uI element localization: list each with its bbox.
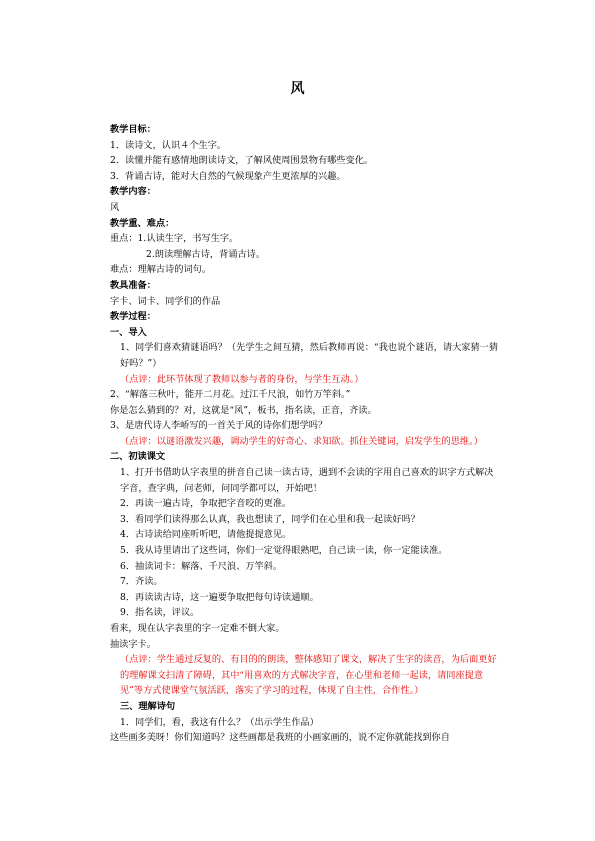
comment-paragraph: （点评：学生通过反复的、有目的的朗读，整体感知了课文，解决了生字的读音，为后面更好的理解课文扫清了障碍，其中“用喜欢的方式解决字音，在心里和老师一起读，请同座提意见”等方式使课堂气氛活跃，落实了学习的过程，体现了自主性，合作性。） xyxy=(120,654,497,697)
text-line: 1、同学们喜欢猜谜语吗？（先学生之间互猜，然后教师再说：“我也说个谜语，请大家猜一猜好吗？”） xyxy=(120,342,499,369)
section-heading: 教具准备： xyxy=(110,279,156,291)
section-heading: 教学重、难点： xyxy=(110,217,175,229)
text-line: 3．看同学们读得那么认真，我也想读了，同学们在心里和我一起读好吗？ xyxy=(120,513,420,525)
text-line: 你是怎么猜到的？对，这就是“风”，板书，指名读，正音，齐读。 xyxy=(110,404,377,416)
text-line: 抽读字卡。 xyxy=(110,638,156,650)
section-heading: 一、导入 xyxy=(110,326,147,338)
text-line: 1．同学们，看，我这有什么？（出示学生作品） xyxy=(120,716,319,728)
text-line: 4．古诗读给同座听听吧，请他提提意见。 xyxy=(120,529,292,541)
text-line: 9．指名读，评议。 xyxy=(120,607,200,619)
section-heading: 教学目标： xyxy=(110,124,156,135)
text-line: 看来，现在认字表里的字一定难不倒大家。 xyxy=(110,623,285,634)
text-line: 1、打开书借助认字表里的拼音自己读一读古诗，遇到不会读的字用自己喜欢的识字方式解决字音，查字典，问老师，问同学都可以，开始吧！ xyxy=(120,467,494,494)
text-line: 6．抽读词卡：解落、千尺浪、万竿斜。 xyxy=(120,560,283,572)
text-line: 这些画多美呀！你们知道吗？这些画都是我班的小画家画的，说不定你就能找到你自 xyxy=(110,732,450,744)
comment-paragraph: （点评：此环节体现了教师以参与者的身份，与学生互动。） xyxy=(120,373,364,385)
text-line: 7．齐读。 xyxy=(120,576,163,588)
text-line: 重点：1.认读生字，书写生字。 xyxy=(110,233,239,245)
text-line: 3．背诵古诗，能对大自然的气候现象产生更浓厚的兴趣。 xyxy=(110,170,346,182)
text-line: 2．读懂并能有感情地朗读诗文，了解风使周围景物有哪些变化。 xyxy=(110,155,374,167)
text-line: 5．我从诗里请出了这些词，你们一定觉得眼熟吧，自己读一读，你一定能读准。 xyxy=(120,545,448,557)
section-heading: 三、理解诗句 xyxy=(120,700,176,712)
document-body xyxy=(110,122,502,746)
text-line: 2.朗读理解古诗，背诵古诗。 xyxy=(146,248,266,260)
comment-paragraph: （点评：以谜语激发兴趣，调动学生的好奇心、求知欲。抓住关键词，启发学生的思维。） xyxy=(120,435,483,447)
text-line: 风 xyxy=(110,201,120,213)
text-line: 1．读诗文，认识４个生字。 xyxy=(110,139,227,151)
section-heading: 教学内容： xyxy=(110,186,156,198)
text-line: 字卡、词卡、同学们的作品 xyxy=(110,295,221,307)
text-line: 3、是唐代诗人李峤写的一首关于风的诗你们想学吗？ xyxy=(110,420,328,432)
text-line: 2．再读一遍古诗，争取把字音咬的更准。 xyxy=(120,498,292,510)
text-line: 2、“解落三秋叶，能开二月花。过江千尺浪，如竹万竿斜。” xyxy=(110,389,351,401)
document-title: 风 xyxy=(290,81,305,97)
section-heading: 教学过程： xyxy=(110,311,156,323)
text-line: 难点：理解古诗的词句。 xyxy=(110,264,212,276)
text-line: 8．再读读古诗，这一遍要争取把每句诗读通顺。 xyxy=(120,591,319,603)
section-heading: 二、初读课文 xyxy=(110,451,166,463)
